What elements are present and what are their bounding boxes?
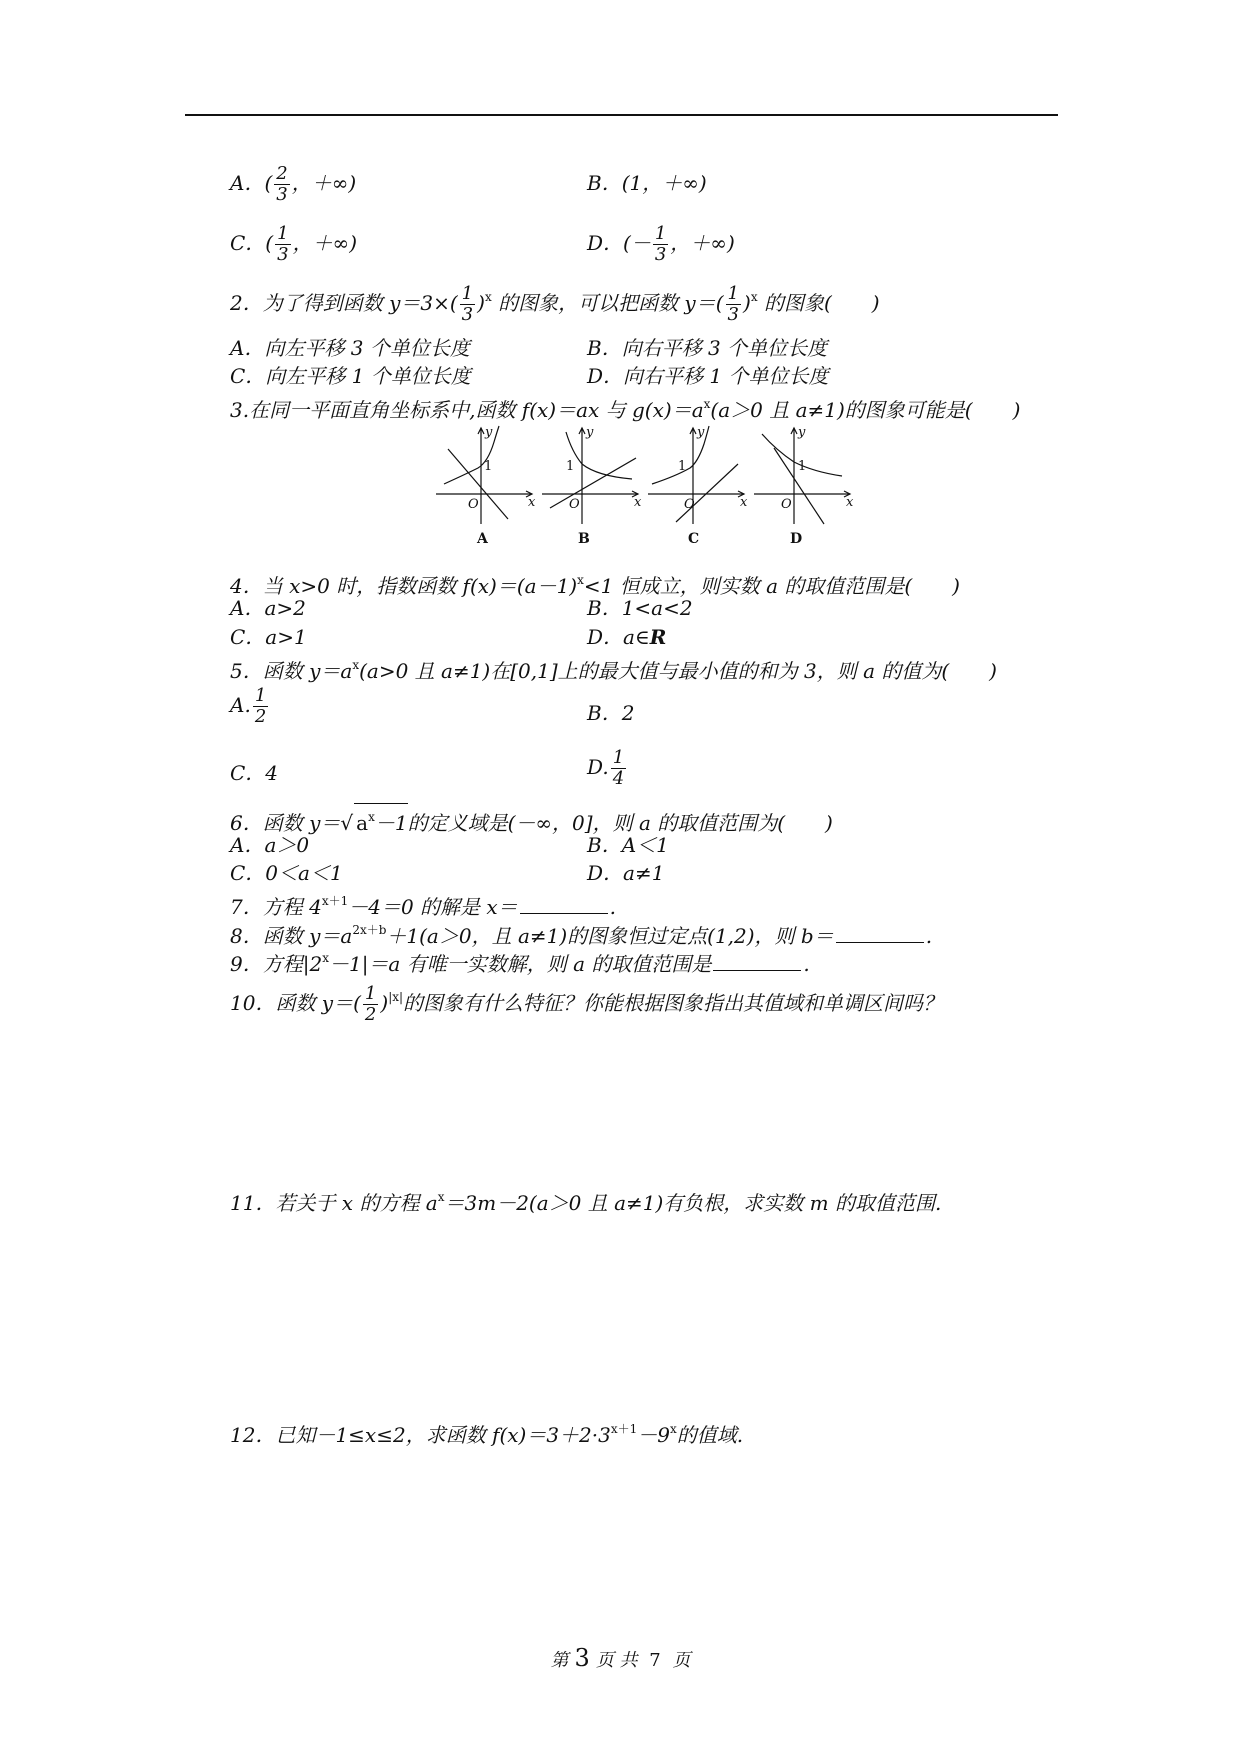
svg-text:y: y [697, 425, 705, 440]
q6-option-b: B．A＜1 [587, 833, 669, 857]
q5-stem: 5．函数 $y=a^x(a>0$ 且 a≠1)在[0,1]上的最大值与最小值的和为 3，则 a 的值为( ) [230, 658, 997, 683]
q2-option-d: D．向右平移 1 个单位长度 [587, 364, 829, 388]
svg-text:y: y [586, 425, 594, 440]
svg-text:O: O [569, 497, 580, 512]
svg-text:O: O [468, 497, 479, 512]
q2-option-b: B．向右平移 3 个单位长度 [587, 336, 828, 360]
radical: $a^x-1$ [354, 803, 407, 836]
q7-stem: 7．方程 $4^{x+1}-4=0$ 的解是 x＝ . [230, 894, 617, 919]
q3-graph-options [436, 424, 856, 544]
q5-option-c: C．4 [230, 761, 279, 785]
svg-text:x: x [846, 495, 854, 510]
q5-option-b: B．2 [587, 701, 635, 725]
q6-option-c: C．0＜a＜1 [230, 861, 343, 885]
q1-option-b: B．(1，＋∞) [587, 171, 707, 195]
graph-a [436, 426, 532, 524]
q5-option-d: D. $\frac{1}{4}$ [587, 747, 625, 789]
page-footer: 第 3 页 共 7 页 [550, 1644, 691, 1672]
answer-blank[interactable] [713, 952, 801, 971]
svg-text:x: x [528, 495, 536, 510]
q1-option-a: A．( $\frac{2}{3}$ ，＋∞) [230, 163, 357, 205]
svg-text:D: D [790, 531, 803, 544]
q6-stem: 6．函数 y＝√ $a^x-1$的定义域是(－∞，0]，则 a 的取值范围为( ) [230, 803, 833, 836]
svg-text:B: B [578, 531, 590, 544]
answer-blank[interactable] [836, 924, 924, 943]
graph-c [648, 426, 744, 524]
q4-stem: 4．当 x>0 时，指数函数 $f(x)=(a-1)^x<1$ 恒成立，则实数 a 的取值范围是( ) [230, 573, 960, 598]
graph-b [542, 428, 638, 524]
header-rule [185, 114, 1058, 116]
answer-blank[interactable] [520, 895, 608, 914]
svg-text:x: x [740, 495, 748, 510]
svg-text:1: 1 [484, 459, 493, 474]
q6-option-a: A．a＞0 [230, 833, 310, 857]
svg-text:1: 1 [678, 459, 687, 474]
graph-d [754, 428, 850, 524]
svg-text:y: y [485, 425, 493, 440]
fraction: $\frac{1}{3}$ [277, 223, 289, 265]
q3-stem: 3.在同一平面直角坐标系中,函数 f(x)＝ax 与 $g(x)=a^x(a>0$ 且 a≠1)的图象可能是( ) [230, 397, 1021, 422]
q2-option-a: A．向左平移 3 个单位长度 [230, 336, 470, 360]
svg-text:O: O [781, 497, 792, 512]
q2-stem: 2．为了得到函数 y＝3×( $\frac{1}{3}$ )$^x$ 的图象，可以把函数 y＝( $\frac{1}{3}$ )$^x$ 的图象( ) [230, 283, 880, 325]
q12-stem: 12．已知－1≤x≤2，求函数 $f(x)=3+2\cdot 3^{x+1}-9^x$的值域. [230, 1422, 744, 1447]
fraction: $\frac{2}{3}$ [276, 163, 288, 205]
total-pages: 7 [649, 1650, 661, 1671]
q4-option-d: D．a∈R [587, 625, 667, 649]
svg-text:y: y [798, 425, 806, 440]
fraction: $\frac{1}{3}$ [654, 223, 667, 265]
svg-text:1: 1 [566, 459, 575, 474]
q5-option-a: A. $\frac{1}{2}$ [230, 685, 267, 727]
q9-stem: 9．方程$|2^x-1|=a$ 有唯一实数解，则 a 的取值范围是 . [230, 951, 810, 976]
svg-text:O: O [684, 497, 695, 512]
svg-text:1: 1 [798, 459, 807, 474]
svg-text:C: C [688, 531, 700, 544]
q2-option-c: C．向左平移 1 个单位长度 [230, 364, 471, 388]
q6-option-d: D．a≠1 [587, 861, 665, 885]
q11-stem: 11．若关于 x 的方程 $a^x=3m-2(a>0$ 且 a≠1)有负根，求实数 m 的取值范围. [230, 1190, 942, 1215]
svg-text:A: A [477, 531, 488, 544]
q4-option-c: C．a>1 [230, 625, 307, 649]
page-number: 3 [574, 1644, 590, 1672]
q1-option-d: D．(－ $\frac{1}{3}$ ，＋∞) [587, 223, 735, 265]
q4-option-a: A．a>2 [230, 596, 306, 620]
q1-option-c: C．( $\frac{1}{3}$ ，＋∞) [230, 223, 358, 265]
svg-text:x: x [634, 495, 642, 510]
q8-stem: 8．函数 $y=a^{2x+b}+1(a>0$，且 a≠1)的图象恒过定点(1,2)，则 b＝ . [230, 923, 933, 948]
q10-stem: 10．函数 y＝( $\frac{1}{2}$ )$^{|x|}$的图象有什么特征？你能根据图象指出其值域和单调区间吗？ [230, 983, 944, 1025]
q4-option-b: B．1<a<2 [587, 596, 693, 620]
